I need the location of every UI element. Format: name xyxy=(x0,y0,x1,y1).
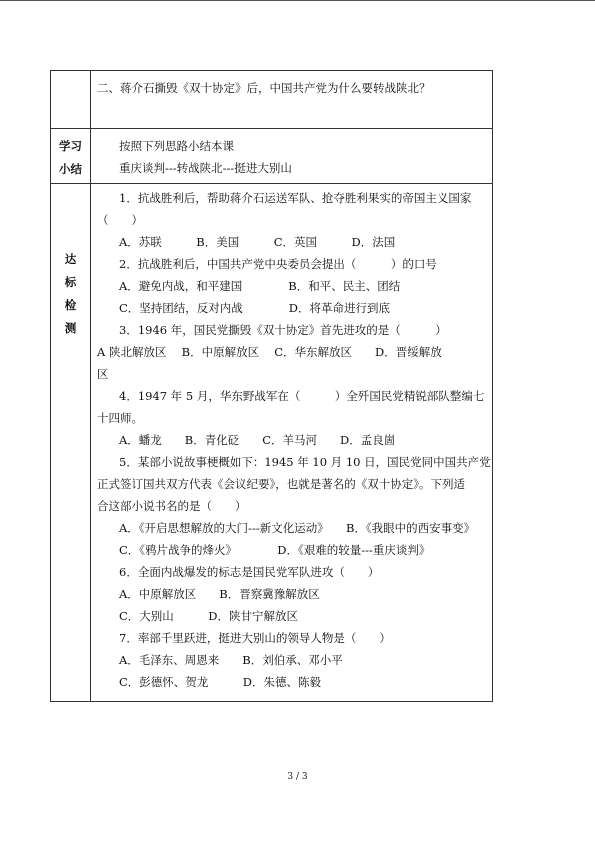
test-label-char-2: 标 xyxy=(64,275,77,289)
summary-content-cell xyxy=(91,129,493,184)
q5-options-cd: C．《鸦片战争的烽火》 D．《艰难的较量---重庆谈判》 xyxy=(119,543,431,557)
q7-options-ab: A．毛泽东、周恩来 B．刘伯承、邓小平 xyxy=(119,653,343,667)
question-row-label-cell xyxy=(51,71,91,129)
summary-label-1: 学习 xyxy=(59,139,82,153)
test-label-char-3: 检 xyxy=(64,298,77,312)
question-row xyxy=(51,71,493,129)
test-label-char-4: 测 xyxy=(64,321,77,335)
q3-options: A 陕北解放区 B．中原解放区 C．华东解放区 D．晋绥解放 xyxy=(97,345,442,359)
q1-blank: （ ） xyxy=(97,213,143,227)
test-label-char-1: 达 xyxy=(64,252,77,266)
summary-label-2: 小结 xyxy=(59,162,82,176)
q6-options-cd: C．大别山 D．陕甘宁解放区 xyxy=(119,609,299,623)
summary-line-1: 按照下列思路小结本课 xyxy=(119,139,234,153)
q5-stem-cont-2: 合这部小说书名的是（ ） xyxy=(97,499,247,513)
q7-options-cd: C．彭德怀、贺龙 D．朱德、陈毅 xyxy=(119,675,322,689)
q7-stem: 7．率部千里跃进，挺进大别山的领导人物是（ ） xyxy=(119,631,391,645)
q4-stem-cont: 十四师。 xyxy=(97,411,143,425)
test-content-cell xyxy=(91,184,493,702)
question-cell xyxy=(91,71,493,129)
summary-label-cell xyxy=(51,129,91,184)
test-label-cell xyxy=(51,184,91,702)
header-rule xyxy=(0,0,595,1)
q2-options-ab: A．避免内战，和平建国 B．和平、民主、团结 xyxy=(119,279,401,293)
test-row xyxy=(51,184,493,702)
q1-stem: 1．抗战胜利后，帮助蒋介石运送军队、抢夺胜利果实的帝国主义国家 xyxy=(119,191,472,205)
q2-options-cd: C．坚持团结，反对内战 D．将革命进行到底 xyxy=(119,301,391,315)
q4-options: A．蟠龙 B．青化砭 C．羊马河 D．孟良崮 xyxy=(119,433,396,447)
q5-stem-cont-1: 正式签订国共双方代表《会议纪要》，也就是著名的《双十协定》。下列适 xyxy=(97,477,465,491)
q3-stem: 3．1946 年，国民党撕毁《双十协定》首先进攻的是（ ） xyxy=(119,323,447,337)
summary-line-2: 重庆谈判---转战陕北---挺进大别山 xyxy=(119,161,292,175)
q5-stem: 5．某部小说故事梗概如下：1945 年 10 月 10 日，国民党同中国共产党 xyxy=(119,455,491,469)
q6-options-ab: A．中原解放区 B．晋察冀豫解放区 xyxy=(119,587,320,601)
page-number: 3 / 3 xyxy=(287,772,308,782)
question-2-text: 二、蒋介石撕毁《双十协定》后，中国共产党为什么要转战陕北？ xyxy=(97,81,431,95)
q3-options-cont: 区 xyxy=(97,367,109,381)
q4-stem: 4．1947 年 5 月，华东野战军在（ ）全歼国民党精锐部队整编七 xyxy=(119,389,485,403)
q2-stem: 2．抗战胜利后，中国共产党中央委员会提出（ ）的口号 xyxy=(119,257,437,271)
worksheet-table xyxy=(50,70,493,702)
q5-options-ab: A．《开启思想解放的大门---新文化运动》 B．《我眼中的西安事变》 xyxy=(119,521,476,535)
summary-row xyxy=(51,129,493,184)
q6-stem: 6．全面内战爆发的标志是国民党军队进攻（ ） xyxy=(119,565,380,579)
q1-options: A．苏联 B．美国 C．英国 D．法国 xyxy=(119,235,396,249)
